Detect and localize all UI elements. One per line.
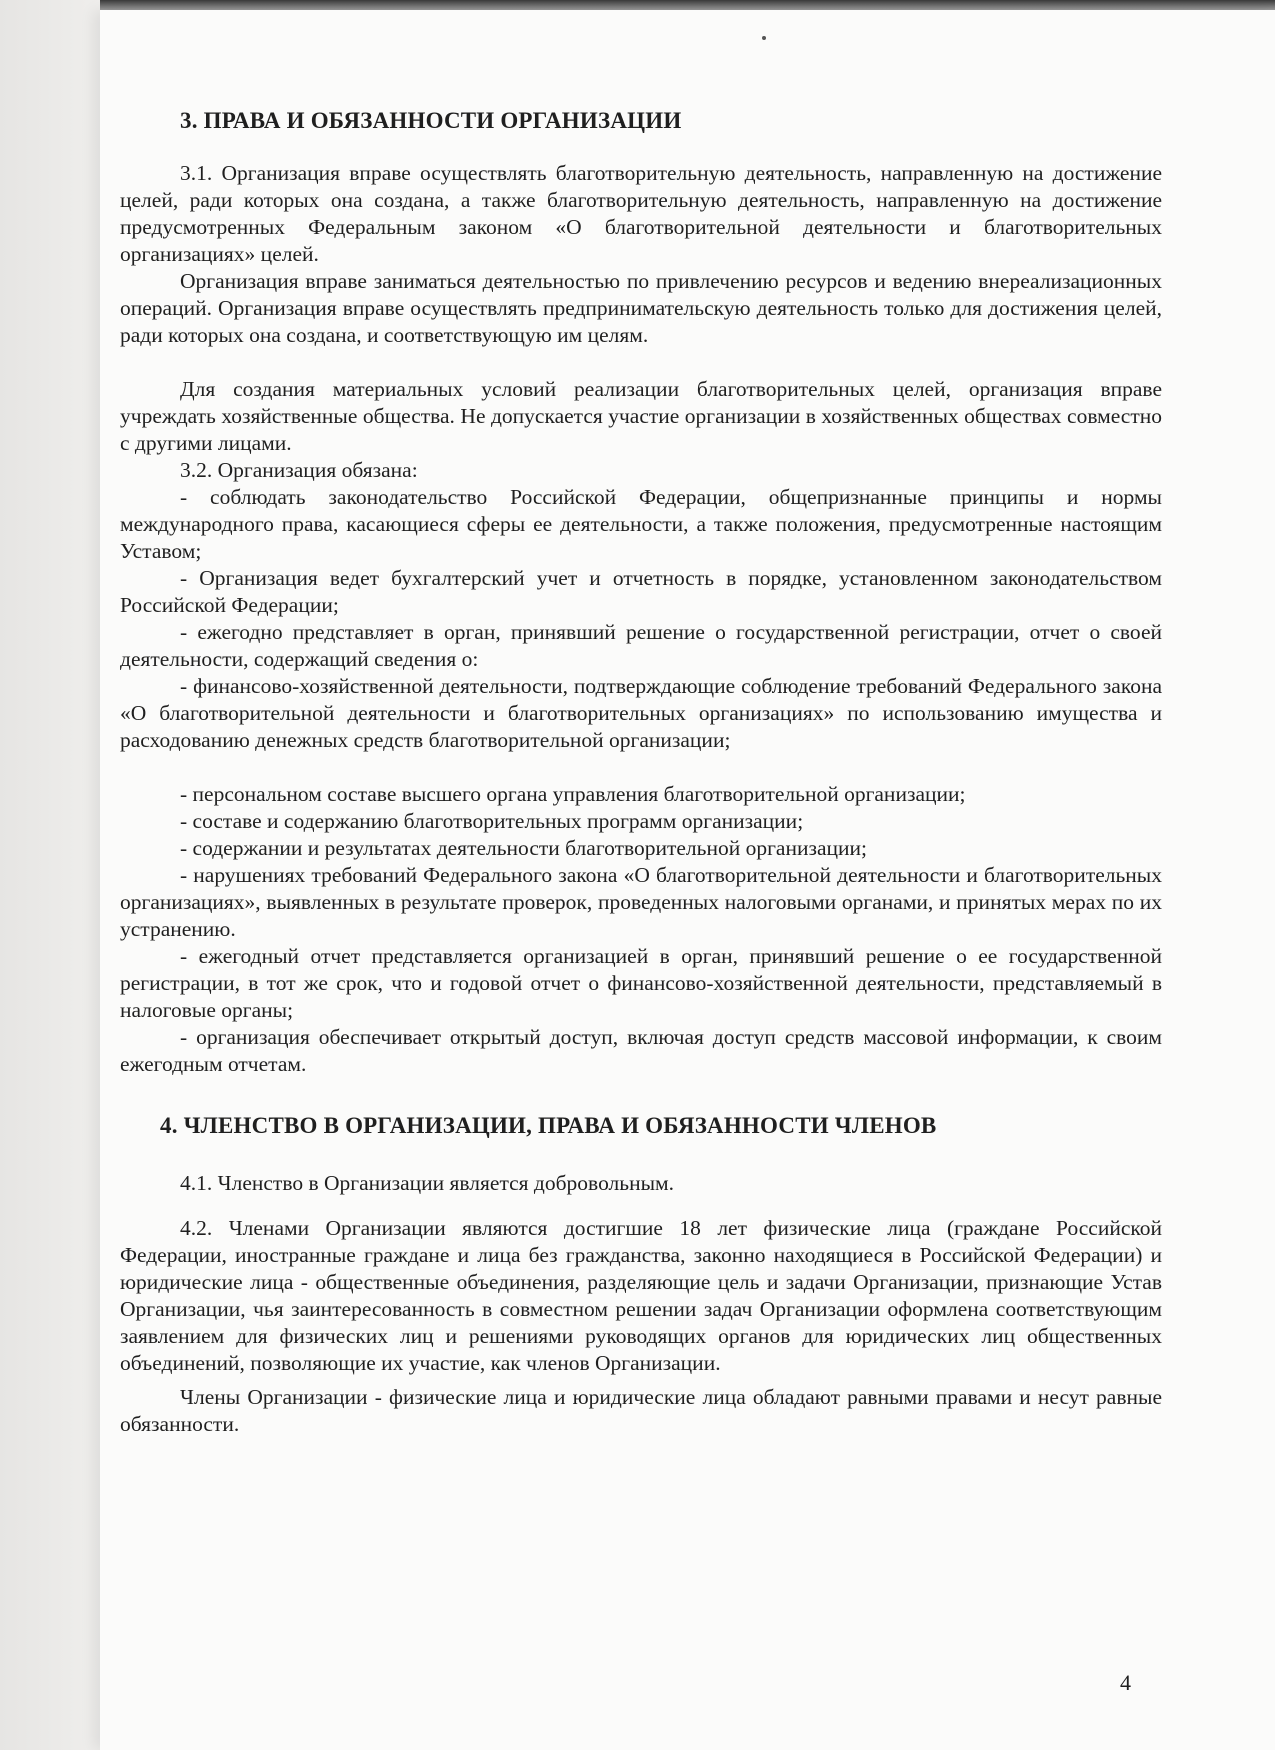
scan-top-edge — [100, 0, 1275, 10]
report-results: - содержании и результатах деятельности благотворительной организации; — [180, 836, 867, 860]
paragraph-3-1: 3.1. Организация вправе осуществлять благотворительную деятельность, направленную на достижение целей, ради которых она создана, а также благотворительную деятельность, направленную на достижение предусмотренных Федеральным законом «О благотворительной деятельности и благотворительных организациях» целей. — [120, 161, 1162, 266]
obligation-law: - соблюдать законодательство Российской Федерации, общепризнанные принципы и нормы международного права, касающиеся сферы ее деятельности, а также положения, предусмотренные настоящим Уставом; — [120, 485, 1162, 563]
section-4-heading: 4. ЧЛЕНСТВО В ОРГАНИЗАЦИИ, ПРАВА И ОБЯЗАННОСТИ ЧЛЕНОВ — [160, 1113, 937, 1138]
report-financial: - финансово-хозяйственной деятельности, подтверждающие соблюдение требований Федерального закона «О благотворительной деятельности и благотворительных организациях» по использованию имущества и расходованию денежных средств благотворительной организации; — [120, 674, 1162, 752]
paragraph-4-2-equal-rights: Члены Организации - физические лица и юридические лица обладают равными правами и несут равные обязанности. — [120, 1385, 1162, 1436]
obligation-annual-report: - ежегодный отчет представляется организацией в орган, принявший решение о ее государственной регистрации, в тот же срок, что и годовой отчет о финансово-хозяйственной деятельности, представляемый в налоговые органы; — [120, 944, 1162, 1022]
previous-page-edge — [0, 0, 100, 1750]
page-number: 4 — [1120, 1670, 1131, 1695]
paragraph-3-1-societies: Для создания материальных условий реализации благотворительных целей, организация вправе учреждать хозяйственные общества. Не допускается участие организации в хозяйственных обществах совместно с другими лицами. — [120, 377, 1162, 455]
paragraph-3-2: 3.2. Организация обязана: — [180, 458, 418, 482]
report-violations: - нарушениях требований Федерального закона «О благотворительной деятельности и благотворительных организациях», выявленных в результате проверок, проведенных налоговыми органами, и принятых мерах по их устранению. — [120, 863, 1162, 941]
report-programs: - составе и содержанию благотворительных программ организации; — [180, 809, 804, 833]
report-personnel: - персональном составе высшего органа управления благотворительной организации; — [180, 782, 966, 806]
obligation-open-access: - организация обеспечивает открытый доступ, включая доступ средств массовой информации, к своим ежегодным отчетам. — [120, 1025, 1162, 1076]
paragraph-4-2: 4.2. Членами Организации являются достигшие 18 лет физические лица (граждане Российской Федерации, иностранные граждане и лица без гражданства, законно находящиеся в Российской Федерации) и юридические лица - общественные объединения, разделяющие цель и задачи Организации, признающие Устав Организации, чья заинтересованность в совместном решении задач Организации оформлена соответствующим заявлением для физических лиц и решениями руководящих органов для юридических лиц общественных объединений, позволяющие их участие, как членов Организации. — [120, 1216, 1162, 1375]
section-3-heading: 3. ПРАВА И ОБЯЗАННОСТИ ОРГАНИЗАЦИИ — [180, 108, 682, 133]
scan-speck — [762, 36, 766, 40]
obligation-report: - ежегодно представляет в орган, принявший решение о государственной регистрации, отчет о своей деятельности, содержащий сведения о: — [120, 620, 1162, 671]
obligation-accounting: - Организация ведет бухгалтерский учет и отчетность в порядке, установленном законодательством Российской Федерации; — [120, 566, 1162, 617]
paragraph-4-1: 4.1. Членство в Организации является добровольным. — [180, 1171, 674, 1195]
paragraph-3-1-resources: Организация вправе заниматься деятельностью по привлечению ресурсов и ведению внереализационных операций. Организация вправе осуществлять предпринимательскую деятельность только для достижения целей, ради которых она создана, и соответствующую им целям. — [120, 269, 1162, 347]
